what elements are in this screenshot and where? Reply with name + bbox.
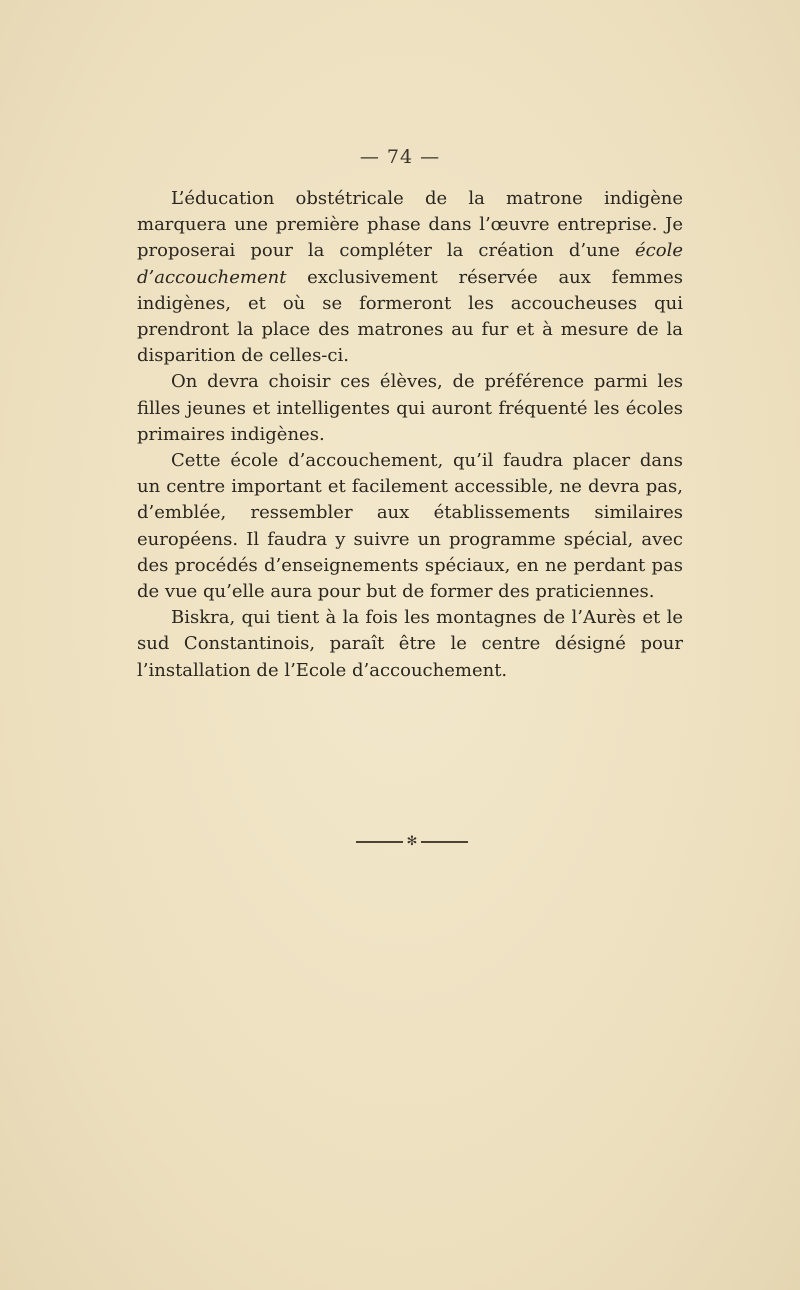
- paragraph-3-text: Cette école d’accouchement, qu’il faudra placer dans un centre important et facilement accessible, ne devra pas, d’emblée, ressembler aux établissements similaires européens. Il faudra y suivre un programme spécial, avec des procédés d’enseignements spéciaux, en ne perdant pas de vue qu’elle aura pour but de former des praticiennes.: [137, 450, 683, 603]
- paragraph-4-text: Biskra, qui tient à la fois les montagnes de l’Aurès et le sud Constantinois, paraît être le centre désigné pour l’installation de l’Ecole d’accouchement.: [137, 607, 683, 681]
- paragraph-2: [137, 369, 683, 448]
- divider-line-left: [356, 841, 403, 843]
- paragraph-1: [137, 186, 683, 369]
- body-text: [137, 186, 683, 684]
- paragraph-2-text: On devra choisir ces élèves, de préférence parmi les filles jeunes et intelligentes qui auront fréquenté les écoles primaires indigènes.: [137, 371, 683, 445]
- paragraph-1-text-b: exclusivement réservée aux femmes indigènes, et où se formeront les accoucheuses qui prendront la place des matrones au fur et à mesure de la disparition de celles-ci.: [137, 266, 683, 367]
- paragraph-3: [137, 448, 683, 605]
- paragraph-1-italic: école d’accouchement: [137, 240, 683, 288]
- page-number: — 74 —: [359, 146, 441, 168]
- paragraph-1-text-a: L’éducation obstétricale de la matrone indigène marquera une première phase dans l’œuvre entreprise. Je proposerai pour la compléter la création d’une: [137, 188, 683, 262]
- asterism-divider-icon: [356, 834, 468, 850]
- paragraph-4: [137, 605, 683, 684]
- star-icon: ✻: [406, 834, 418, 849]
- divider-line-right: [421, 841, 468, 843]
